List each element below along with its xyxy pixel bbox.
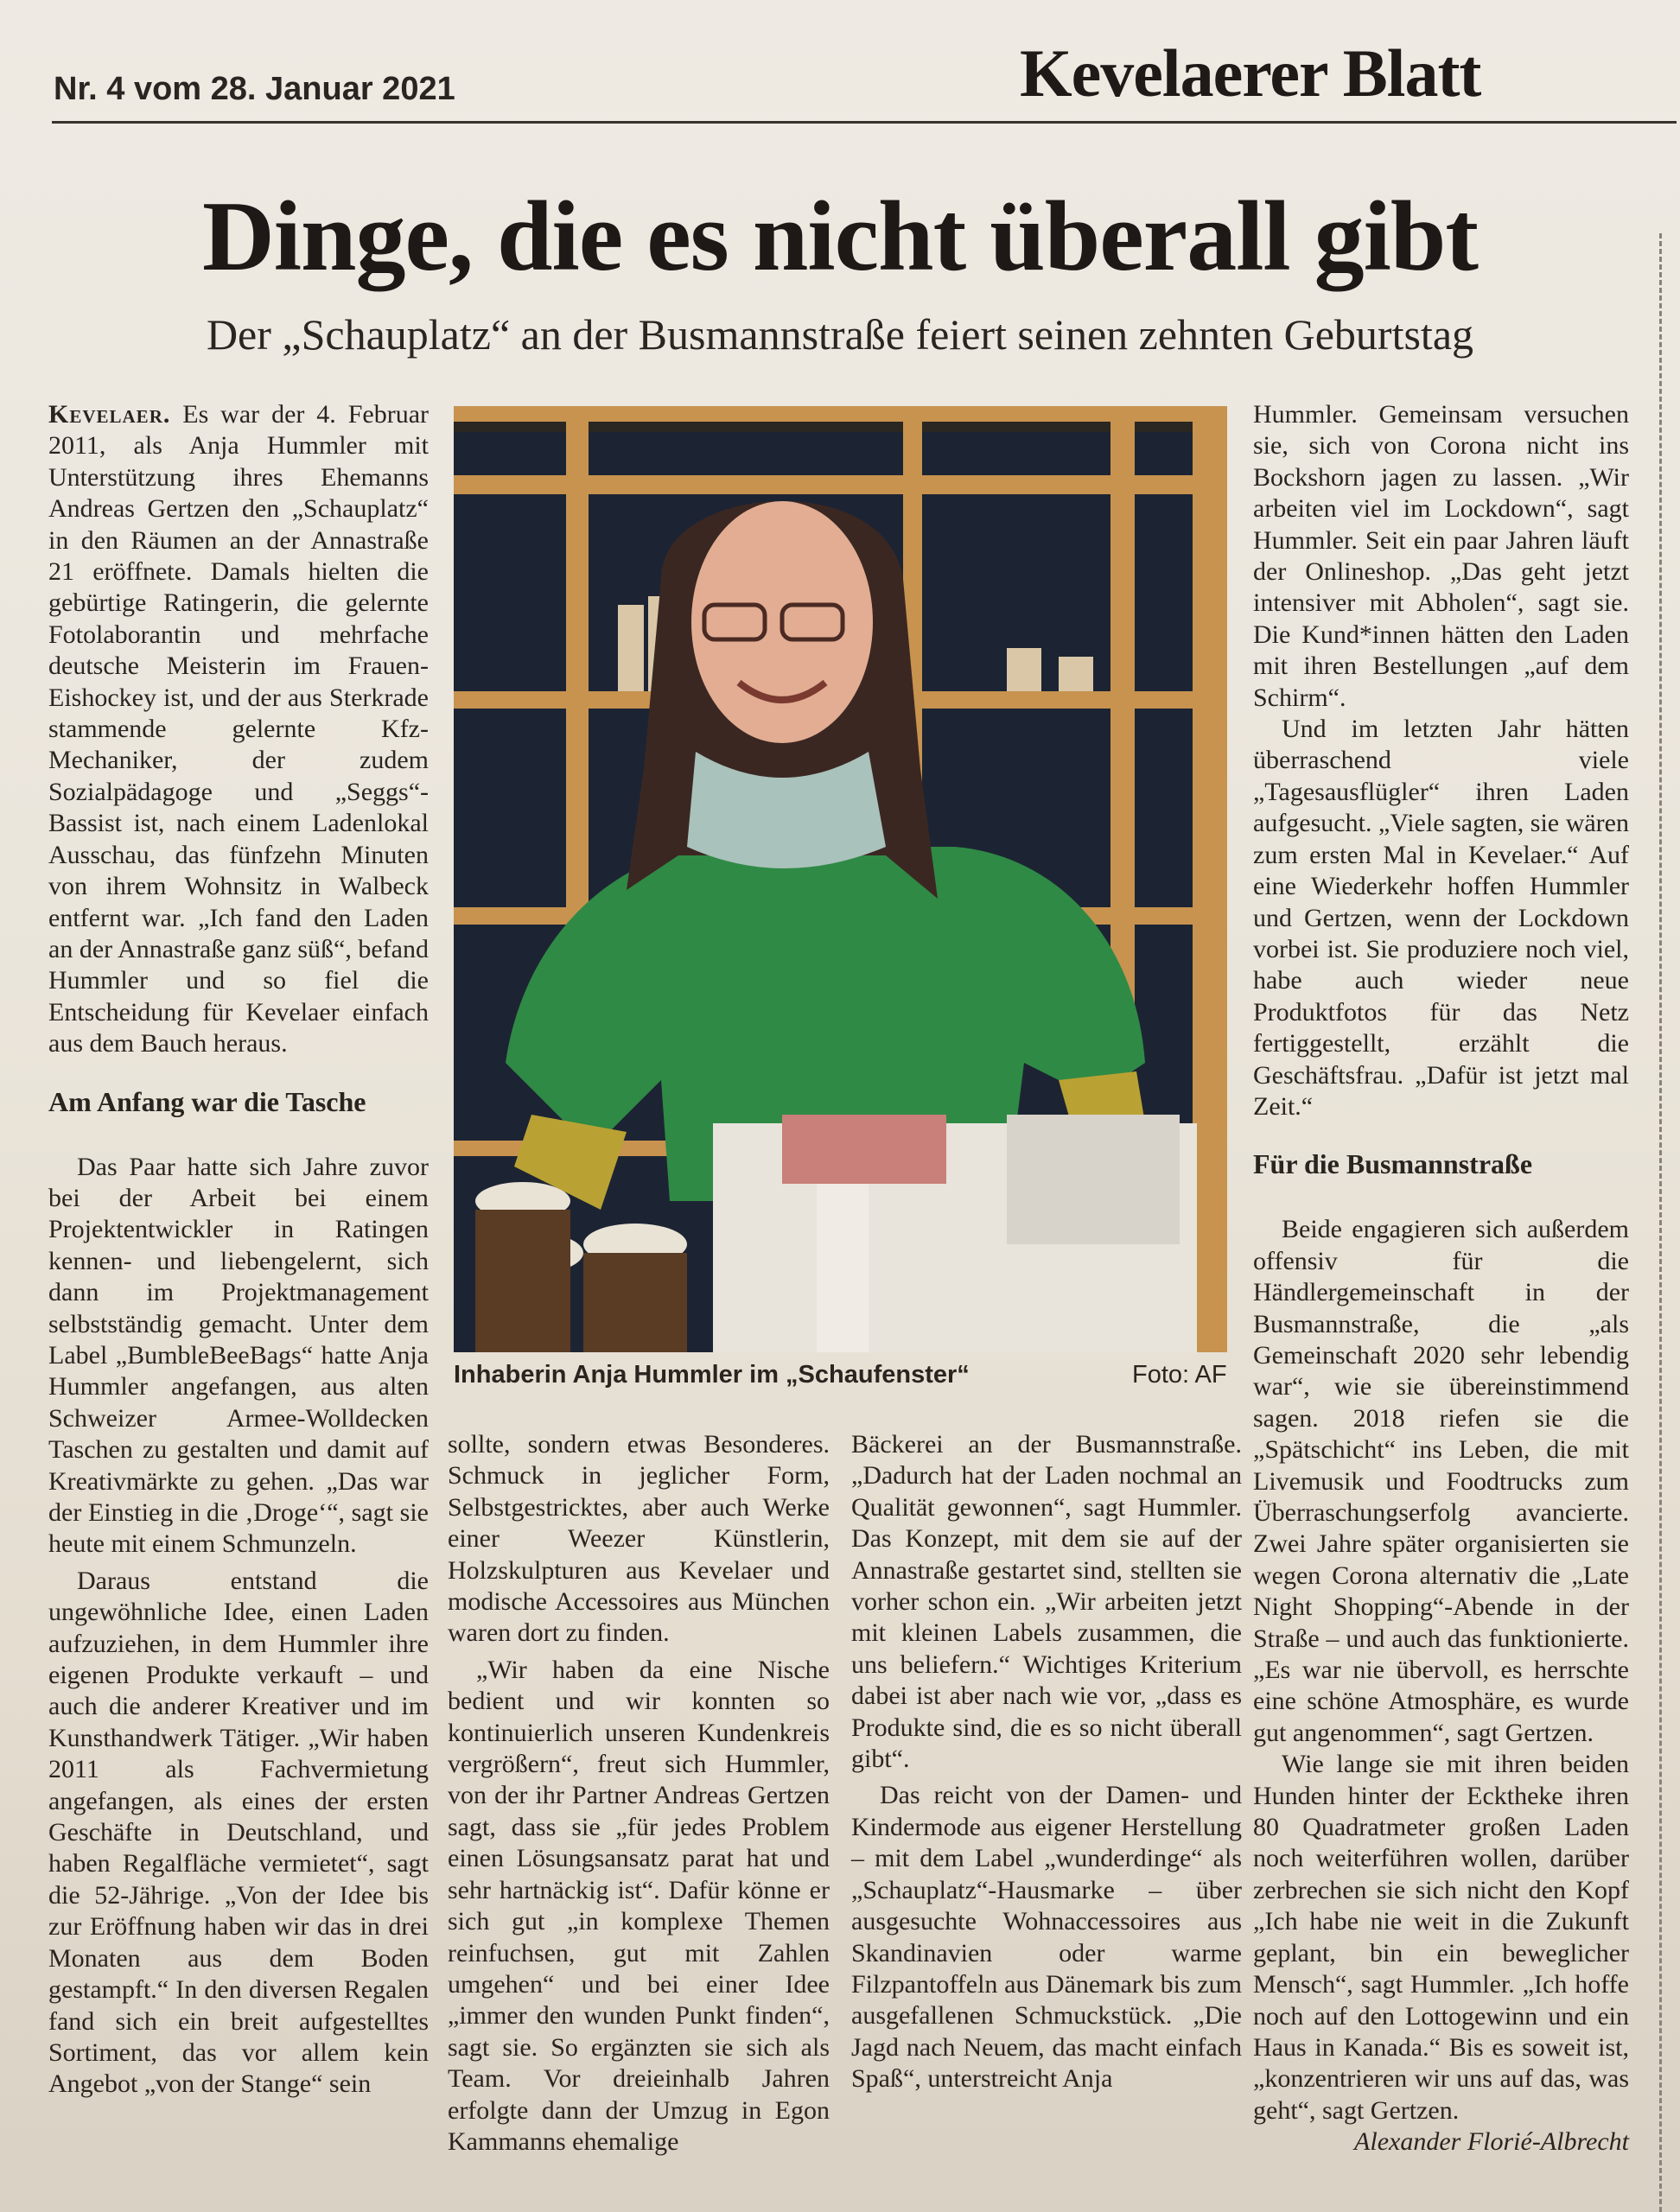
paragraph: sollte, sondern etwas Besonderes. Schmuck in jeglicher Form, Selbstgestricktes, aber auch Werke einer Weezer Künstlerin, Holzskulpturen aus Kevelaer und modische Accessoires aus München waren dort zu finden. [448,1430,830,1648]
article-column-1 [48,399,429,2101]
paragraph: Beide engagieren sich außerdem offensiv für die Händlergemeinschaft in der Busmannstraße, die „als Gemeinschaft 2020 sehr lebendig war“, wie sie übereinstimmend sagen. 2018 riefen sie die „Spätschicht“ ins Leben, die mit Livemusik und Foodtrucks zum Überraschungserfolg avancierte. Zwei Jahre später organisierten sie wegen Corona alternativ die „Late Night Shopping“-Abende in der Straße – und auch das funktionierte. „Es war nie übervoll, es herrschte eine schöne Atmosphäre, es wurde gut angenommen“, sagt Gertzen. [1253,1215,1629,1747]
header-rule [52,121,1677,124]
subheading: Am Anfang war die Tasche [48,1085,366,1117]
paragraph: Wie lange sie mit ihren beiden Hunden hinter der Ecktheke ihren 80 Quadratmeter großen Laden noch weiterführen wollen, darüber zerbrechen sie sich nicht den Kopf „Ich habe nie weit in die Zukunft geplant, bin ein beweglicher Mensch“, sagt Hummler. „Ich hoffe noch auf den Lottogewinn und ein Haus in Kanada.“ Bis es soweit ist, „konzentrieren wir uns auf das, was geht“, sagt Gertzen. [1253,1750,1629,2125]
subheading: Für die Busmannstraße [1253,1148,1533,1180]
paragraph: „Wir haben da eine Nische bedient und wir konnten so kontinuierlich unseren Kundenkreis vergrößern“, freut sich Hummler, von der ihr Partner Andreas Gertzen sagt, dass sie „für jedes Problem einen Lösungsansatz parat hat und sehr hartnäckig ist“. Dafür könne er sich gut „in komplexe Themen reinfuchsen, gut mit Zahlen umgehen“ und bei einer Idee „immer den wunden Punkt finden“, sagt sie. So ergänzten sie sich als Team. Vor dreieinhalb Jahren erfolgte dann der Umzug in Egon Kammanns ehemalige [448,1655,830,2156]
article-photo [454,406,1227,1352]
paragraph [48,399,429,1060]
issue-date: Nr. 4 vom 28. Januar 2021 [54,71,455,107]
headline: Dinge, die es nicht überall gibt [201,181,1479,292]
newspaper-name: Kevelaerer Blatt [1020,35,1481,111]
photo-caption: Inhaberin Anja Hummler im „Schaufenster“ [454,1361,970,1389]
article-column-2 [448,1429,830,2158]
article-column-4 [1253,399,1629,2158]
subheadline: Der „Schauplatz“ an der Busmannstraße feiert seinen zehnten Geburtstag [206,310,1474,359]
shop-owner-photo [454,406,1227,1352]
paragraph: Hummler. Gemeinsam versuchen sie, sich von Corona nicht ins Bockshorn jagen zu lassen. „Wir arbeiten viel im Lockdown“, sagt Hummler. Seit ein paar Jahren läuft der Onlineshop. „Das geht jetzt intensiver mit Abholen“, sagt sie. Die Kund*innen hätten den Laden mit ihren Bestellungen „auf dem Schirm“. [1253,400,1629,712]
paragraph: Daraus entstand die ungewöhnliche Idee, einen Laden aufzuziehen, in dem Hummler ihre eigenen Produkte verkauft – und auch die anderer Kreativer und im Kunsthandwerk Tätiger. „Wir haben 2011 als Fachvermietung angefangen, als eines der ersten Geschäfte in Deutschland, und haben Regalfläche vermietet“, sagt die 52-Jährige. „Von der Idee bis zur Eröffnung haben wir das in drei Monaten aus dem Boden gestampft.“ In den diversen Regalen fand sich ein breit aufgestelltes Sortiment, das vor allem kein Angebot „von der Stange“ sein [48,1566,429,2099]
article-column-3 [851,1429,1242,2095]
cut-line [1659,233,1662,2212]
paragraph: Bäckerei an der Busmannstraße. „Dadurch hat der Laden nochmal an Qualität gewonnen“, sagt Hummler. Das Konzept, mit dem sie auf der Annastraße gestartet sind, stellten sie vorher schon ein. „Wir arbeiten jetzt mit kleinen Labels zusammen, die uns beliefern.“ Wichtiges Kriterium dabei ist aber nach wie vor, „dass es Produkte sind, die es so nicht überall gibt“. [851,1430,1242,1774]
author-byline: Alexander Florié-Albrecht [1354,2127,1629,2157]
photo-credit: Foto: AF [1132,1361,1227,1389]
paragraph: Das Paar hatte sich Jahre zuvor bei der Arbeit bei einem Projektentwickler in Ratingen kennen- und liebengelernt, sich dann im Projektmanagement selbstständig gemacht. Unter dem Label „BumbleBeeBags“ hatte Anja Hummler angefangen, aus alten Schweizer Armee-Wolldecken Taschen zu gestalten und damit auf Kreativmärkte zu gehen. „Das war der Einstieg in die ‚Droge‘“, sagt sie heute mit einem Schmunzeln. [48,1152,429,1559]
paragraph: Das reicht von der Damen- und Kindermode aus eigener Herstellung – mit dem Label „wunderdinge“ als „Schauplatz“-Hausmarke – über ausgesuchte Wohnaccessoires aus Skandinavien oder warme Filzpantoffeln aus Dänemark bis zum ausgefallenen Schmuckstück. „Die Jagd nach Neuem, das macht einfach Spaß“, unterstreicht Anja [851,1781,1242,2094]
paragraph-text: Es war der 4. Februar 2011, als Anja Hummler mit Unterstützung ihres Ehemanns Andreas Gertzen den „Schauplatz“ in den Räumen an der Annastraße 21 eröffnete. Damals hielten die gebürtige Ratingerin, die gelernte Fotolaborantin und mehrfache deutsche Meisterin im Frauen-Eishockey ist, und der aus Sterkrade stammende gelernte Kfz-Mechaniker, der zudem Sozialpädagoge und „Seggs“-Bassist ist, nach einem Ladenlokal Ausschau, das fünfzehn Minuten von ihrem Wohnsitz in Walbeck entfernt war. „Ich fand den Laden an der Annastraße ganz süß“, befand Hummler und so fiel die Entscheidung für Kevelaer einfach aus dem Bauch heraus. [48,400,429,1058]
dateline: Kevelaer. [48,400,171,429]
paragraph: Und im letzten Jahr hätten überraschend viele „Tagesausflügler“ ihren Laden aufgesucht. „Viele sagten, sie wären zum ersten Mal in Kevelaer.“ Auf eine Wiederkehr hoffen Hummler und Gertzen, wenn der Lockdown vorbei ist. Sie produziere noch viel, habe auch wieder neue Produktfotos für das Netz fertiggestellt, erzählt die Geschäftsfrau. „Dafür ist jetzt mal Zeit.“ [1253,715,1629,1121]
